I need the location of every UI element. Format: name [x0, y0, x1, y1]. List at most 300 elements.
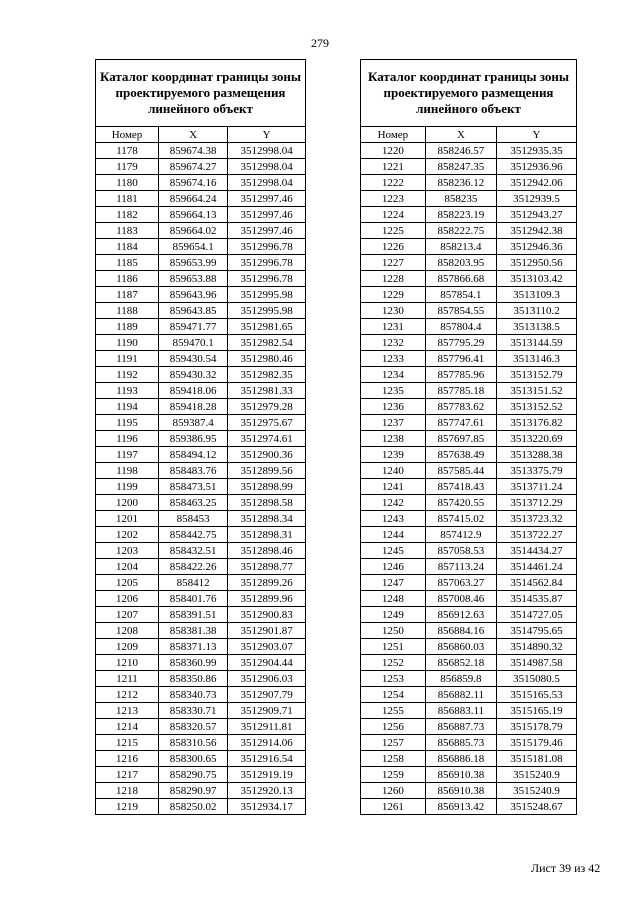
cell-y: 3512904.44: [228, 655, 306, 671]
cell-y: 3512996.78: [228, 239, 306, 255]
cell-x: 858320.57: [159, 719, 228, 735]
cell-number: 1208: [96, 623, 159, 639]
cell-y: 3512996.78: [228, 271, 306, 287]
cell-y: 3512997.46: [228, 223, 306, 239]
cell-x: 858246.57: [425, 143, 496, 159]
cell-number: 1217: [96, 767, 159, 783]
cell-number: 1214: [96, 719, 159, 735]
cell-y: 3513288.38: [497, 447, 577, 463]
table-row: [96, 207, 306, 223]
column-header-x: X: [159, 127, 228, 143]
cell-number: 1247: [361, 575, 426, 591]
table-row: [361, 639, 577, 655]
cell-number: 1259: [361, 767, 426, 783]
cell-x: 857063.27: [425, 575, 496, 591]
cell-y: 3512920.13: [228, 783, 306, 799]
cell-number: 1254: [361, 687, 426, 703]
cell-y: 3512936.96: [497, 159, 577, 175]
table-row: [96, 463, 306, 479]
table-row: [96, 415, 306, 431]
cell-x: 859387.4: [159, 415, 228, 431]
cell-x: 857058.53: [425, 543, 496, 559]
cell-number: 1223: [361, 191, 426, 207]
cell-number: 1261: [361, 799, 426, 815]
cell-number: 1239: [361, 447, 426, 463]
table-row: [96, 783, 306, 799]
cell-x: 859386.95: [159, 431, 228, 447]
column-header-y: Y: [228, 127, 306, 143]
cell-y: 3515179.46: [497, 735, 577, 751]
cell-x: 856859.8: [425, 671, 496, 687]
cell-number: 1221: [361, 159, 426, 175]
cell-x: 858250.02: [159, 799, 228, 815]
table-row: [361, 543, 577, 559]
cell-number: 1242: [361, 495, 426, 511]
table-row: [96, 239, 306, 255]
cell-x: 858442.75: [159, 527, 228, 543]
cell-y: 3515240.9: [497, 767, 577, 783]
cell-x: 857415.02: [425, 511, 496, 527]
table-body: [96, 143, 306, 815]
cell-y: 3512982.54: [228, 335, 306, 351]
cell-number: 1190: [96, 335, 159, 351]
cell-x: 858360.99: [159, 655, 228, 671]
table-row: [96, 655, 306, 671]
cell-number: 1260: [361, 783, 426, 799]
table-row: [96, 799, 306, 815]
cell-y: 3512950.56: [497, 255, 577, 271]
table-row: [96, 671, 306, 687]
table-row: [361, 239, 577, 255]
cell-number: 1195: [96, 415, 159, 431]
cell-x: 858203.95: [425, 255, 496, 271]
cell-x: 858483.76: [159, 463, 228, 479]
cell-x: 858412: [159, 575, 228, 591]
cell-y: 3513711.24: [497, 479, 577, 495]
cell-number: 1193: [96, 383, 159, 399]
table-row: [361, 719, 577, 735]
cell-y: 3514461.24: [497, 559, 577, 575]
cell-y: 3515080.5: [497, 671, 577, 687]
cell-x: 859418.06: [159, 383, 228, 399]
cell-y: 3512898.46: [228, 543, 306, 559]
cell-y: 3512975.67: [228, 415, 306, 431]
cell-number: 1206: [96, 591, 159, 607]
cell-number: 1179: [96, 159, 159, 175]
page-number: 279: [311, 36, 329, 50]
table-row: [96, 607, 306, 623]
cell-x: 857420.55: [425, 495, 496, 511]
cell-number: 1213: [96, 703, 159, 719]
cell-number: 1253: [361, 671, 426, 687]
table-row: [361, 415, 577, 431]
cell-x: 858235: [425, 191, 496, 207]
cell-y: 3512899.56: [228, 463, 306, 479]
cell-number: 1203: [96, 543, 159, 559]
cell-number: 1240: [361, 463, 426, 479]
cell-number: 1187: [96, 287, 159, 303]
cell-y: 3512906.03: [228, 671, 306, 687]
cell-y: 3514535.87: [497, 591, 577, 607]
column-header-y: Y: [497, 127, 577, 143]
table-row: [361, 767, 577, 783]
table-row: [361, 431, 577, 447]
cell-number: 1182: [96, 207, 159, 223]
table-row: [96, 447, 306, 463]
cell-number: 1244: [361, 527, 426, 543]
table-row: [361, 559, 577, 575]
cell-x: 857854.1: [425, 287, 496, 303]
cell-number: 1246: [361, 559, 426, 575]
cell-y: 3512909.71: [228, 703, 306, 719]
table-row: [96, 287, 306, 303]
cell-x: 857113.24: [425, 559, 496, 575]
cell-y: 3515165.53: [497, 687, 577, 703]
cell-number: 1204: [96, 559, 159, 575]
cell-y: 3513176.82: [497, 415, 577, 431]
cell-y: 3513375.79: [497, 463, 577, 479]
cell-number: 1225: [361, 223, 426, 239]
cell-y: 3512997.46: [228, 191, 306, 207]
cell-number: 1199: [96, 479, 159, 495]
cell-number: 1233: [361, 351, 426, 367]
table-row: [361, 159, 577, 175]
cell-x: 858213.4: [425, 239, 496, 255]
cell-y: 3512911.81: [228, 719, 306, 735]
table-row: [361, 383, 577, 399]
cell-y: 3512980.46: [228, 351, 306, 367]
table-row: [361, 607, 577, 623]
cell-x: 857796.41: [425, 351, 496, 367]
cell-y: 3512982.35: [228, 367, 306, 383]
cell-y: 3512997.46: [228, 207, 306, 223]
cell-y: 3512995.98: [228, 287, 306, 303]
cell-y: 3512995.98: [228, 303, 306, 319]
table-row: [96, 639, 306, 655]
table-row: [96, 351, 306, 367]
table-title: Каталог координат границы зоны проектируемого размещения линейного объект: [96, 60, 306, 127]
table-row: [361, 319, 577, 335]
table-body: [361, 143, 577, 815]
table-row: [96, 223, 306, 239]
table-row: [96, 383, 306, 399]
table-row: [361, 495, 577, 511]
cell-x: 856860.03: [425, 639, 496, 655]
cell-x: 859418.28: [159, 399, 228, 415]
table-row: [96, 271, 306, 287]
cell-number: 1200: [96, 495, 159, 511]
table-row: [361, 671, 577, 687]
table-row: [96, 719, 306, 735]
cell-x: 857866.68: [425, 271, 496, 287]
cell-y: 3513103.42: [497, 271, 577, 287]
cell-number: 1192: [96, 367, 159, 383]
cell-y: 3513144.59: [497, 335, 577, 351]
cell-y: 3512981.33: [228, 383, 306, 399]
cell-number: 1196: [96, 431, 159, 447]
table-row: [96, 367, 306, 383]
cell-y: 3512898.58: [228, 495, 306, 511]
cell-number: 1210: [96, 655, 159, 671]
cell-x: 856852.18: [425, 655, 496, 671]
cell-y: 3512998.04: [228, 159, 306, 175]
table-row: [96, 319, 306, 335]
cell-number: 1180: [96, 175, 159, 191]
table-row: [361, 447, 577, 463]
cell-number: 1212: [96, 687, 159, 703]
cell-y: 3512981.65: [228, 319, 306, 335]
table-row: [361, 687, 577, 703]
sheet-footer: Лист 39 из 42: [531, 861, 601, 875]
table-row: [361, 591, 577, 607]
cell-y: 3512898.31: [228, 527, 306, 543]
table-row: [361, 463, 577, 479]
cell-y: 3512899.26: [228, 575, 306, 591]
cell-number: 1248: [361, 591, 426, 607]
cell-x: 857854.55: [425, 303, 496, 319]
cell-y: 3514434.27: [497, 543, 577, 559]
cell-number: 1189: [96, 319, 159, 335]
cell-number: 1216: [96, 751, 159, 767]
cell-number: 1237: [361, 415, 426, 431]
cell-y: 3512899.96: [228, 591, 306, 607]
cell-x: 859664.02: [159, 223, 228, 239]
cell-y: 3512946.36: [497, 239, 577, 255]
table-row: [96, 751, 306, 767]
cell-x: 857638.49: [425, 447, 496, 463]
table-title: Каталог координат границы зоны проектируемого размещения линейного объект: [361, 60, 577, 127]
cell-x: 858350.86: [159, 671, 228, 687]
table-row: [361, 207, 577, 223]
cell-x: 856913.42: [425, 799, 496, 815]
table-row: [361, 575, 577, 591]
table-row: [361, 783, 577, 799]
cell-x: 858463.25: [159, 495, 228, 511]
table-row: [361, 399, 577, 415]
cell-x: 858340.73: [159, 687, 228, 703]
table-row: [361, 527, 577, 543]
table-row: [96, 527, 306, 543]
cell-x: 858453: [159, 511, 228, 527]
table-row: [96, 575, 306, 591]
cell-x: 857804.4: [425, 319, 496, 335]
cell-number: 1238: [361, 431, 426, 447]
cell-y: 3512943.27: [497, 207, 577, 223]
cell-y: 3512903.07: [228, 639, 306, 655]
table-row: [361, 271, 577, 287]
table-row: [361, 799, 577, 815]
cell-y: 3512919.19: [228, 767, 306, 783]
cell-y: 3512996.78: [228, 255, 306, 271]
cell-y: 3513712.29: [497, 495, 577, 511]
coordinate-table-left: [95, 59, 306, 815]
cell-number: 1257: [361, 735, 426, 751]
cell-x: 858381.38: [159, 623, 228, 639]
cell-x: 859471.77: [159, 319, 228, 335]
cell-number: 1188: [96, 303, 159, 319]
table-row: [361, 351, 577, 367]
cell-x: 858473.51: [159, 479, 228, 495]
cell-number: 1184: [96, 239, 159, 255]
cell-x: 857785.18: [425, 383, 496, 399]
cell-x: 859654.1: [159, 239, 228, 255]
cell-y: 3512898.99: [228, 479, 306, 495]
cell-x: 857783.62: [425, 399, 496, 415]
cell-x: 858422.26: [159, 559, 228, 575]
table-row: [361, 751, 577, 767]
cell-y: 3512998.04: [228, 175, 306, 191]
cell-x: 859643.96: [159, 287, 228, 303]
table-row: [96, 159, 306, 175]
cell-x: 858290.75: [159, 767, 228, 783]
cell-x: 858494.12: [159, 447, 228, 463]
cell-number: 1194: [96, 399, 159, 415]
table-row: [361, 735, 577, 751]
cell-x: 856883.11: [425, 703, 496, 719]
cell-number: 1222: [361, 175, 426, 191]
cell-x: 859653.88: [159, 271, 228, 287]
cell-number: 1245: [361, 543, 426, 559]
cell-number: 1219: [96, 799, 159, 815]
cell-number: 1255: [361, 703, 426, 719]
cell-y: 3514890.32: [497, 639, 577, 655]
cell-y: 3512916.54: [228, 751, 306, 767]
cell-x: 857585.44: [425, 463, 496, 479]
cell-x: 858310.56: [159, 735, 228, 751]
cell-number: 1211: [96, 671, 159, 687]
table-row: [361, 511, 577, 527]
cell-x: 858290.97: [159, 783, 228, 799]
table-row: [96, 735, 306, 751]
table-row: [96, 559, 306, 575]
table-row: [96, 143, 306, 159]
cell-number: 1235: [361, 383, 426, 399]
table-row: [361, 655, 577, 671]
cell-y: 3514987.58: [497, 655, 577, 671]
cell-y: 3513722.27: [497, 527, 577, 543]
table-row: [361, 335, 577, 351]
cell-x: 859674.27: [159, 159, 228, 175]
cell-x: 856882.11: [425, 687, 496, 703]
cell-x: 858223.19: [425, 207, 496, 223]
cell-y: 3512939.5: [497, 191, 577, 207]
cell-y: 3512900.36: [228, 447, 306, 463]
table-row: [96, 303, 306, 319]
table-row: [96, 431, 306, 447]
cell-y: 3512942.38: [497, 223, 577, 239]
table-row: [361, 143, 577, 159]
cell-y: 3514562.84: [497, 575, 577, 591]
cell-y: 3513146.3: [497, 351, 577, 367]
cell-x: 858330.71: [159, 703, 228, 719]
cell-number: 1258: [361, 751, 426, 767]
table-row: [96, 191, 306, 207]
table-row: [361, 303, 577, 319]
cell-number: 1236: [361, 399, 426, 415]
cell-x: 858300.65: [159, 751, 228, 767]
cell-number: 1201: [96, 511, 159, 527]
cell-x: 858247.35: [425, 159, 496, 175]
cell-number: 1207: [96, 607, 159, 623]
cell-x: 857785.96: [425, 367, 496, 383]
table-row: [361, 191, 577, 207]
cell-y: 3512998.04: [228, 143, 306, 159]
table-row: [361, 703, 577, 719]
table-row: [96, 495, 306, 511]
cell-number: 1178: [96, 143, 159, 159]
cell-number: 1218: [96, 783, 159, 799]
table-row: [96, 479, 306, 495]
cell-x: 856885.73: [425, 735, 496, 751]
cell-number: 1224: [361, 207, 426, 223]
cell-y: 3513152.52: [497, 399, 577, 415]
table-row: [96, 175, 306, 191]
column-header-number: Номер: [96, 127, 159, 143]
cell-x: 858222.75: [425, 223, 496, 239]
cell-x: 858371.13: [159, 639, 228, 655]
cell-x: 859664.13: [159, 207, 228, 223]
cell-y: 3515181.08: [497, 751, 577, 767]
table-row: [361, 367, 577, 383]
table-row: [361, 479, 577, 495]
cell-x: 856910.38: [425, 767, 496, 783]
cell-number: 1183: [96, 223, 159, 239]
cell-x: 859674.38: [159, 143, 228, 159]
cell-y: 3512914.06: [228, 735, 306, 751]
cell-y: 3513109.3: [497, 287, 577, 303]
cell-number: 1252: [361, 655, 426, 671]
cell-number: 1232: [361, 335, 426, 351]
cell-x: 857747.61: [425, 415, 496, 431]
table-row: [96, 623, 306, 639]
cell-x: 858432.51: [159, 543, 228, 559]
cell-y: 3515248.67: [497, 799, 577, 815]
cell-number: 1234: [361, 367, 426, 383]
table-row: [96, 399, 306, 415]
cell-number: 1209: [96, 639, 159, 655]
table-row: [96, 543, 306, 559]
cell-number: 1181: [96, 191, 159, 207]
cell-x: 856884.16: [425, 623, 496, 639]
cell-y: 3513723.32: [497, 511, 577, 527]
cell-number: 1186: [96, 271, 159, 287]
cell-number: 1228: [361, 271, 426, 287]
cell-y: 3512979.28: [228, 399, 306, 415]
cell-x: 859664.24: [159, 191, 228, 207]
cell-y: 3512898.77: [228, 559, 306, 575]
cell-number: 1250: [361, 623, 426, 639]
cell-y: 3515165.19: [497, 703, 577, 719]
cell-x: 859674.16: [159, 175, 228, 191]
cell-x: 857008.46: [425, 591, 496, 607]
table-row: [96, 591, 306, 607]
cell-x: 859430.54: [159, 351, 228, 367]
cell-number: 1198: [96, 463, 159, 479]
coordinate-table-right: [360, 59, 577, 815]
table-row: [361, 287, 577, 303]
cell-number: 1251: [361, 639, 426, 655]
cell-y: 3512942.06: [497, 175, 577, 191]
cell-x: 859643.85: [159, 303, 228, 319]
column-header-number: Номер: [361, 127, 426, 143]
cell-y: 3512901.87: [228, 623, 306, 639]
cell-y: 3513220.69: [497, 431, 577, 447]
cell-number: 1215: [96, 735, 159, 751]
table-row: [361, 623, 577, 639]
cell-number: 1249: [361, 607, 426, 623]
cell-number: 1191: [96, 351, 159, 367]
cell-number: 1185: [96, 255, 159, 271]
